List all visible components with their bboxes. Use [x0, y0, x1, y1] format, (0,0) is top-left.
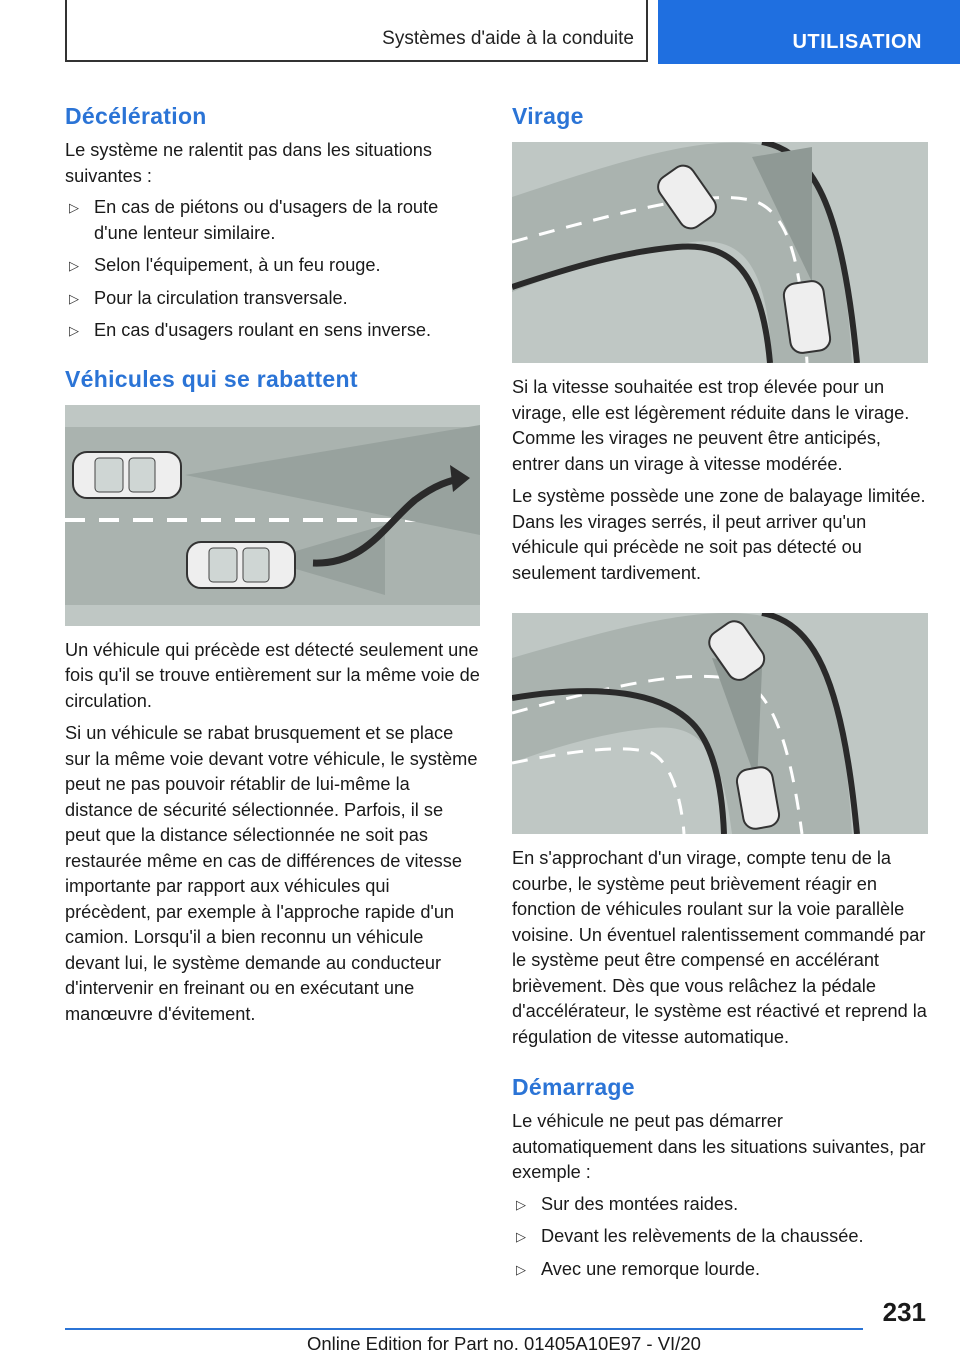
- list-item: ▷ Avec une remorque lourde.: [512, 1257, 928, 1283]
- list-item: ▷ Sur des montées raides.: [512, 1192, 928, 1218]
- figure-cut-in-vehicle: [65, 405, 480, 626]
- bullet-triangle-icon: ▷: [69, 290, 79, 306]
- list-deceleration: [65, 195, 480, 344]
- left-column: [65, 100, 480, 1027]
- header-section-title: Systèmes d'aide à la conduite: [382, 28, 634, 49]
- paragraph-demarrage: Le véhicule ne peut pas démarrer automatiquement dans les situations suivantes, par exemple :: [512, 1111, 926, 1182]
- list-item: ▷ En cas de piétons ou d'usagers de la route d'une lenteur similaire.: [69, 197, 439, 243]
- paragraph-virage-2: Le système possède une zone de balayage limitée. Dans les virages serrés, il peut arriver qu'un véhicule qui précède ne soit pas détecté ou seulement tardivement.: [512, 486, 926, 583]
- bullet-triangle-icon: ▷: [69, 258, 79, 273]
- paragraph-rabattent-2: Si un véhicule se rabat brusquement et se place sur la même voie devant votre véhicule, le système peut ne pas pouvoir rétablir de lui-même la distance de sécurité sélectionnée. Parfois, il se peut que la distance sélectionnée ne soit pas restaurée même en cas de différences de vitesse importante par rapport aux véhicules qui précèdent, par exemple à l'approche rapide d'un camion. Lorsqu'il a bien reconnu un véhicule devant lui, le système demande au conducteur d'intervenir en freinant ou en exécutant une manœuvre d'évitement.: [65, 723, 478, 1024]
- car-ahead-icon: [73, 452, 181, 498]
- paragraph-virage-1: Si la vitesse souhaitée est trop élevée pour un virage, elle est légèrement réduite dans le virage. Comme les virages ne peuvent être anticipés, entrer dans un virage à vitesse modérée.: [512, 377, 910, 474]
- bullet-triangle-icon: ▷: [516, 1261, 526, 1277]
- list-demarrage: [512, 1192, 928, 1283]
- list-item: ▷ Selon l'équipement, à un feu rouge.: [65, 253, 480, 279]
- bullet-triangle-icon: ▷: [69, 323, 79, 338]
- paragraph-deceleration: Le système ne ralentit pas dans les situations suivantes :: [65, 140, 432, 186]
- bullet-triangle-icon: ▷: [69, 200, 79, 215]
- heading-deceleration: Décélération: [65, 103, 207, 129]
- paragraph-rabattent-1: Un véhicule qui précède est détecté seulement une fois qu'il se trouve entièrement sur la même voie de circulation.: [65, 639, 480, 711]
- car-cutting-in-icon: [187, 542, 295, 588]
- heading-rabattent: Véhicules qui se rabattent: [65, 365, 358, 392]
- header-frame: [65, 0, 648, 62]
- list-item: ▷ Devant les relèvements de la chaussée.: [512, 1224, 928, 1250]
- header-chapter-label: UTILISATION: [792, 31, 922, 53]
- footer-divider: [65, 1328, 863, 1330]
- header-chapter-tab: [658, 0, 960, 64]
- heading-demarrage: Démarrage: [512, 1074, 635, 1100]
- figure-curve-1: [512, 142, 928, 363]
- paragraph-virage-3: En s'approchant d'un virage, compte tenu de la courbe, le système peut brièvement réagir en fonction de véhicules roulant sur la voie parallèle voisine. Un éventuel ralentissement commandé par le système peut être compensé en accélérant brièvement. Dès que vous relâchez la pédale d'accélérateur, le système est réactivé et reprend la régulation de vitesse automatique.: [512, 848, 927, 1047]
- footer-edition: Online Edition for Part no. 01405A10E97 - VI/20: [307, 1333, 701, 1354]
- figure-curve-2: [512, 613, 928, 834]
- page-number: 231: [882, 1297, 926, 1327]
- heading-virage: Virage: [512, 103, 584, 129]
- car-own-icon: [782, 280, 831, 355]
- list-item: ▷ Pour la circulation transversale.: [65, 286, 480, 312]
- bullet-triangle-icon: ▷: [516, 1229, 526, 1244]
- right-column: [512, 100, 928, 1282]
- list-item: ▷ En cas d'usagers roulant en sens inverse.: [65, 318, 480, 344]
- bullet-triangle-icon: ▷: [516, 1196, 526, 1212]
